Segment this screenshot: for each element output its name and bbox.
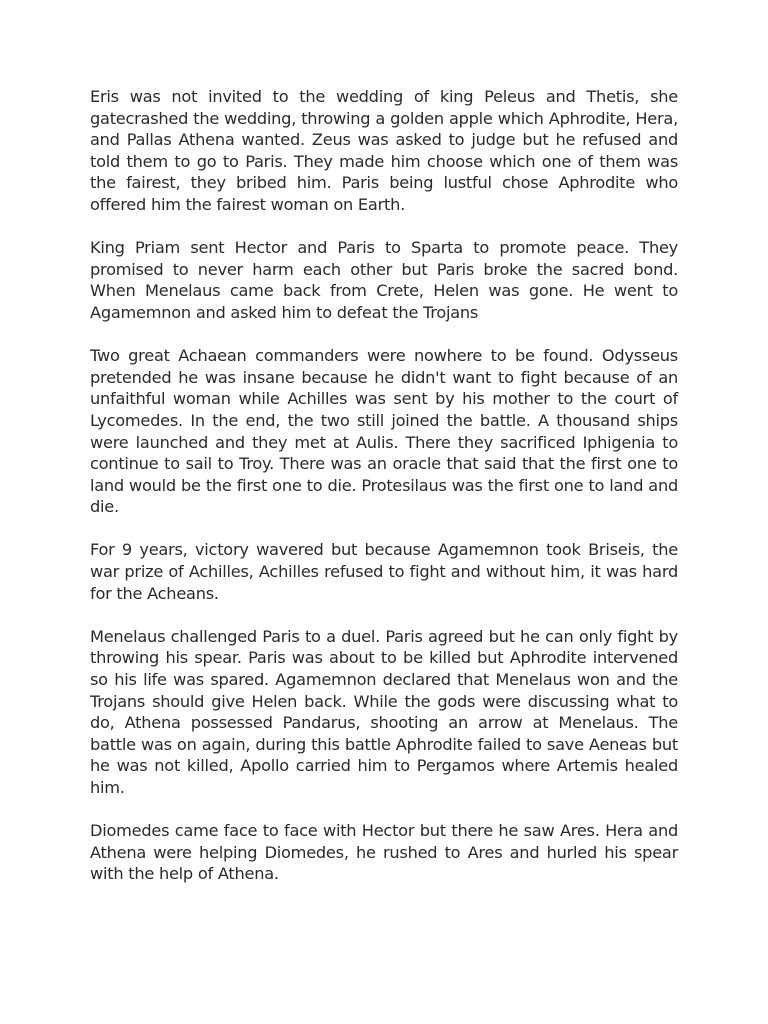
paragraph-judgement-of-paris: Eris was not invited to the wedding of king Peleus and Thetis, she gatecrashed the wedding, throwing a golden apple which Aphrodite, Hera, and Pallas Athena wanted. Zeus was asked to judge but he refused and told them to go to Paris. They made him choose which one of them was the fairest, they bribed him. Paris being lustful chose Aphrodite who offered him the fairest woman on Earth.: [90, 87, 678, 214]
paragraph-diomedes: Diomedes came face to face with Hector but there he saw Ares. Hera and Athena were helping Diomedes, he rushed to Ares and hurled his spear with the help of Athena.: [90, 821, 678, 884]
document-body: [90, 86, 678, 907]
paragraph-achaean-commanders: Two great Achaean commanders were nowhere to be found. Odysseus pretended he was insane because he didn't want to fight because of an unfaithful woman while Achilles was sent by his mother to the court of Lycomedes. In the end, the two still joined the battle. A thousand ships were launched and they met at Aulis. There they sacrificed Iphigenia to continue to sail to Troy. There was an oracle that said that the first one to land would be the first one to die. Protesilaus was the first one to land and die.: [90, 346, 678, 517]
paragraph-duel: Menelaus challenged Paris to a duel. Paris agreed but he can only fight by throwing his spear. Paris was about to be killed but Aphrodite intervened so his life was spared. Agamemnon declared that Menelaus won and the Trojans should give Helen back. While the gods were discussing what to do, Athena possessed Pandarus, shooting an arrow at Menelaus. The battle was on again, during this battle Aphrodite failed to save Aeneas but he was not killed, Apollo carried him to Pergamos where Artemis healed him.: [90, 626, 678, 797]
paragraph-sparta: King Priam sent Hector and Paris to Sparta to promote peace. They promised to never harm each other but Paris broke the sacred bond. When Menelaus came back from Crete, Helen was gone. He went to Agamemnon and asked him to defeat the Trojans: [90, 238, 678, 322]
paragraph-nine-years: For 9 years, victory wavered but because Agamemnon took Briseis, the war prize of Achilles, Achilles refused to fight and without him, it was hard for the Acheans.: [90, 540, 678, 603]
